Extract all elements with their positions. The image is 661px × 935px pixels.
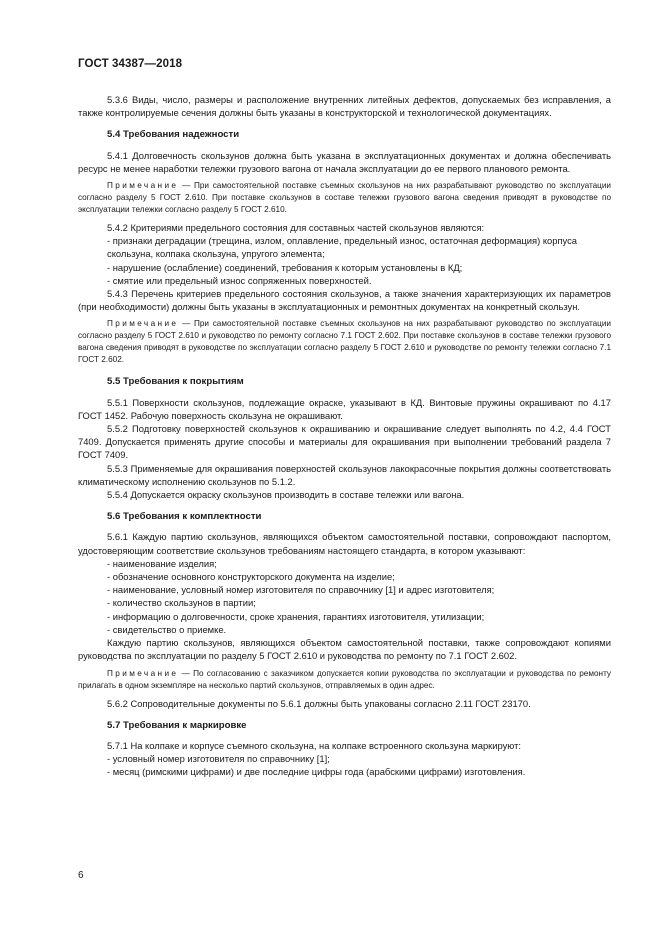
note-text: — При самостоятельной поставке съемных скользунов на них разрабатывают руководство по эксплуатации согласно разделу 5 ГОСТ 2.610 и руководство по ремонту согласно 7.1 ГОСТ 2.602. При поставке скользунов в составе тележки грузового вагона сведения приводят в руководстве по эксплуатации согласно разделу 5 ГОСТ 2.610 и руководстве по ремонту тележки согласно 7.1 ГОСТ 2.602. [78,319,611,365]
paragraph: 5.6.1 Каждую партию скользунов, являющихся объектом самостоятельной поставки, сопровождают паспортом, удостоверяющим соответствие скользунов требованиям настоящего стандарта, в котором указывают: [78,531,611,556]
paragraph: 5.5.2 Подготовку поверхностей скользунов к окрашиванию и окрашивание следует выполнять по 4.2, 4.4 ГОСТ 7409. Допускается применять другие способы и материалы для окрашивания при выполнении требований раздела 7 ГОСТ 7409. [78,423,611,461]
list-item: - количество скользунов в партии; [107,597,256,609]
document-header: ГОСТ 34387—2018 [78,58,183,70]
document-body [78,93,611,779]
list-item: - месяц (римскими цифрами) и две последние цифры года (арабскими цифрами) изготовления. [107,766,526,778]
list-item: - нарушение (ослабление) соединений, требования к которым установлены в КД; [107,261,463,273]
paragraph: 5.5.1 Поверхности скользунов, подлежащие окраске, указывают в КД. Винтовые пружины окрашивают по 4.17 ГОСТ 1452. Рабочую поверхность скользуна не окрашивают. [78,396,611,421]
paragraph: Каждую партию скользунов, являющихся объектом самостоятельной поставки, также сопровождают копиями руководства по эксплуатации по разделу 5 ГОСТ 2.610 и руководства по ремонту по 7.1 ГОСТ 2.602. [78,637,611,662]
section-heading: 5.5 Требования к покрытиям [107,376,244,388]
note-paragraph [78,180,611,216]
paragraph: 5.7.1 На колпаке и корпусе съемного скользуна, на колпаке встроенного скользуна маркируют: [107,739,522,751]
section-heading: 5.4 Требования надежности [107,129,240,141]
note-text: — При самостоятельной поставке съемных скользунов на них разрабатывают руководство по эксплуатации согласно разделу 5 ГОСТ 2.610. При поставке скользунов в составе тележки грузового вагона сведения приводят в руководстве по эксплуатации тележки согласно разделу 5 ГОСТ 2.610. [78,181,611,215]
list-item: - наименование изделия; [107,557,217,569]
note-text: — По согласованию с заказчиком допускается копии руководства по эксплуатации и руководства по ремонту прилагать в одном экземпляре на несколько партий скользунов, отправляемых в один адрес. [78,668,611,690]
note-keyword: Примечание [107,181,179,191]
paragraph: 5.4.2 Критериями предельного состояния для составных частей скользунов являются: [107,222,485,234]
page-number: 6 [78,870,84,881]
note-keyword: Примечание [107,668,179,678]
list-item: - обозначение основного конструкторского документа на изделие; [107,571,395,583]
paragraph: 5.4.1 Долговечность скользунов должна быть указана в эксплуатационных документах и должна обеспечивать ресурс не менее наработки тележки грузового вагона от начала эксплуатации до ее первого планового ремонта. [78,149,611,174]
note-paragraph [78,668,611,692]
list-item: - свидетельство о приемке. [107,623,227,635]
list-item: - условный номер изготовителя по справочнику [1]; [107,753,330,765]
paragraph: 5.5.3 Применяемые для окрашивания поверхностей скользунов лакокрасочные покрытия должны соответствовать климатическому исполнению скользунов по 5.1.2. [78,462,611,487]
paragraph: 5.4.3 Перечень критериев предельного состояния скользунов, а также значения характеризующих их параметров (при необходимости) должны быть указаны в эксплуатационных и ремонтных документах на конкретный скользун. [78,288,611,313]
list-item: - информацию о долговечности, сроке хранения, гарантиях изготовителя, утилизации; [107,610,485,622]
paragraph: 5.3.6 Виды, число, размеры и расположение внутренних литейных дефектов, допускаемых без исправления, а также контролируемые сечения должны быть указаны в конструкторской и технологической документациях. [78,94,611,119]
paragraph: 5.5.4 Допускается окраску скользунов производить в составе тележки или вагона. [107,489,465,501]
list-item: - наименование, условный номер изготовителя по справочнику [1] и адрес изготовителя; [107,584,495,596]
list-item: - признаки деградации (трещина, излом, оплавление, предельный износ, остаточная деформация) корпуса скользуна, колпака скользуна, упругого элемента; [107,235,578,260]
section-heading: 5.6 Требования к комплектности [107,511,262,523]
paragraph: 5.6.2 Сопроводительные документы по 5.6.1 должны быть упакованы согласно 2.11 ГОСТ 23170. [107,697,531,709]
section-heading: 5.7 Требования к маркировке [107,719,247,731]
note-keyword: Примечание [107,319,179,329]
list-item: - смятие или предельный износ сопряженных поверхностей. [107,274,372,286]
note-paragraph [78,318,611,366]
